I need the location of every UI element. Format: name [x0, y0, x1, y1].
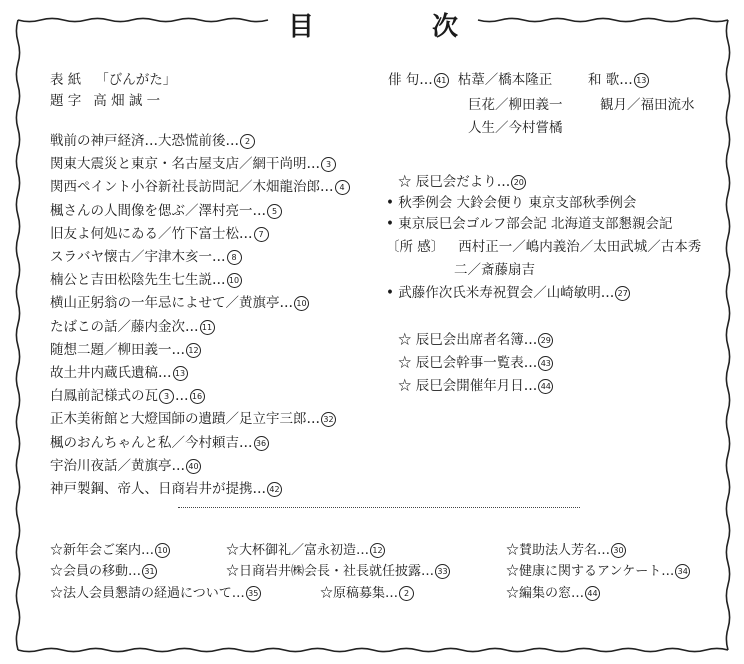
waka-entry-1: 観月／福田流水 — [600, 97, 695, 113]
notice-text: ☆法人会員懇請の経過について… — [50, 586, 245, 601]
page-number: 31 — [142, 564, 157, 579]
notice-entry — [50, 541, 171, 561]
page-number: 3 — [321, 157, 336, 172]
haiku-entry: 枯葦／橋本隆正 — [457, 72, 553, 88]
article-entry — [50, 433, 270, 453]
golf-meeting-line: • 東京辰巳会ゴルフ部会記 北海道支部懇親会記 — [386, 216, 673, 232]
article-text: 関西ペイント小谷新社長訪問記／木畑龍治郎… — [50, 179, 334, 196]
page-number: 13 — [634, 73, 649, 88]
notice-text: ☆会員の移動… — [50, 564, 142, 579]
article-text: 横山正躬翁の一年忌によせて／黄旗亭… — [50, 295, 293, 312]
article-entry — [50, 340, 202, 360]
impressions-line-2: 二／斎藤扇吉 — [454, 262, 535, 278]
calligraphy-label: 題 字 — [50, 93, 82, 109]
page-number: 10 — [294, 296, 309, 311]
page-number: 36 — [254, 436, 269, 451]
page-number: 30 — [611, 543, 626, 558]
notice-entry — [320, 584, 415, 604]
page-number: 40 — [186, 459, 201, 474]
page-number: 44 — [585, 586, 600, 601]
autumn-meeting-line: • 秋季例会 大鈴会便り 東京支部秋季例会 — [386, 195, 637, 211]
notice-entry — [226, 562, 451, 582]
article-text: スラバヤ懐古／宇津木亥一… — [50, 249, 226, 265]
waka-label: 和 歌… — [588, 72, 633, 88]
page-number: 10 — [227, 273, 242, 288]
notice-text: ☆原稿募集… — [320, 586, 399, 601]
page-number: 44 — [538, 379, 553, 394]
page-number: 34 — [675, 564, 690, 579]
notice-entry — [506, 541, 627, 561]
article-text: … — [175, 388, 189, 405]
haiku-row-1 — [388, 70, 552, 90]
page-number: 20 — [511, 175, 526, 190]
page-number: 35 — [246, 586, 261, 601]
dotted-separator — [178, 507, 580, 508]
article-entry — [50, 363, 189, 383]
waka-row — [588, 70, 650, 90]
page-number: 32 — [321, 412, 336, 427]
haiku-entry-2: 巨花／柳田義一 — [468, 97, 563, 113]
impressions-names: 西村正一／嶋内義治／太田武城／古本秀 — [458, 239, 702, 255]
article-entry — [50, 201, 283, 221]
impressions-label: 〔所 感〕 — [386, 239, 445, 255]
cover-value: 「びんがた」 — [95, 72, 177, 88]
article-text: 随想二題／柳田義一… — [50, 341, 185, 358]
notice-text: ☆編集の窓… — [506, 586, 585, 601]
dayori-text: ☆ 辰巳会だより… — [398, 174, 511, 190]
page-number: 5 — [267, 204, 282, 219]
page-number: 13 — [173, 366, 188, 381]
haiku-entry-3: 人生／今村嘗橘 — [468, 120, 563, 136]
calligraphy-value: 高 畑 誠 一 — [93, 93, 161, 109]
article-entry — [50, 386, 206, 406]
article-text: 関東大震災と東京・名古屋支店／網干尚明… — [50, 156, 320, 173]
page-number: 4 — [335, 180, 350, 195]
haiku-label: 俳 句… — [388, 72, 433, 88]
article-entry — [50, 456, 202, 476]
article-text: 楠公と吉田松陰先生七生説… — [50, 272, 226, 289]
article-text: 故土井内蔵氏遺稿… — [50, 365, 172, 381]
article-entry — [50, 479, 283, 499]
page-number: 2 — [240, 134, 255, 149]
register-entry — [398, 376, 554, 396]
register-entry — [398, 330, 554, 350]
page-number: 10 — [155, 543, 170, 558]
page-number: 11 — [200, 320, 215, 335]
page-number: 16 — [190, 389, 205, 404]
toc-title-char-2: 次 — [432, 12, 459, 42]
article-text: 正木美術館と大燈国師の遺蹟／足立宇三郎… — [50, 411, 320, 428]
register-entry — [398, 353, 554, 373]
article-text: たばこの話／藤内金次… — [50, 318, 199, 335]
notice-text: ☆新年会ご案内… — [50, 543, 155, 558]
page-number: 41 — [434, 73, 449, 88]
article-text: 戦前の神戸経済…大恐慌前後… — [50, 133, 239, 149]
page-number: 43 — [538, 356, 553, 371]
page-number: 12 — [186, 343, 201, 358]
article-text: 宇治川夜話／黄旗亭… — [50, 457, 185, 474]
cover-label: 表 紙 — [50, 72, 82, 88]
notice-entry — [50, 584, 262, 604]
notice-entry — [506, 562, 691, 582]
notice-entry — [50, 562, 158, 582]
page-number: 29 — [538, 333, 553, 348]
page-number: 2 — [399, 586, 414, 601]
register-text: ☆ 辰巳会出席者名簿… — [398, 332, 538, 348]
cover-line — [50, 70, 176, 90]
page-number: 3 — [159, 389, 174, 404]
article-entry — [50, 247, 243, 267]
register-text: ☆ 辰巳会開催年月日… — [398, 378, 538, 394]
article-entry — [50, 131, 256, 151]
register-text: ☆ 辰巳会幹事一覧表… — [398, 355, 538, 371]
article-text: 楓さんの人間像を偲ぶ／澤村亮一… — [50, 202, 266, 219]
page-number: 12 — [370, 543, 385, 558]
notice-text: ☆日商岩井㈱会長・社長就任披露… — [226, 564, 435, 579]
article-entry — [50, 224, 270, 244]
article-entry — [50, 317, 216, 337]
toc-title-char-1: 目 — [288, 12, 315, 42]
dayori-line — [398, 172, 527, 192]
article-text: 白鳳前記様式の瓦 — [50, 388, 158, 405]
page-number: 27 — [615, 286, 630, 301]
page-number: 42 — [267, 482, 282, 497]
article-entry — [50, 409, 337, 429]
article-text: 旧友よ何処にゐる／竹下富士松… — [50, 225, 253, 242]
article-text: 神戸製鋼、帝人、日商岩井が提携… — [50, 481, 266, 497]
muto-text: • 武藤作次氏米寿祝賀会／山崎敏明… — [386, 285, 615, 301]
page-number: 33 — [435, 564, 450, 579]
notice-text: ☆大杯御礼／富永初造… — [226, 543, 370, 558]
notice-entry — [226, 541, 386, 561]
page-number: 7 — [254, 227, 269, 242]
calligraphy-line — [50, 91, 160, 111]
article-entry — [50, 177, 351, 197]
article-entry — [50, 293, 310, 313]
notice-text: ☆健康に関するアンケート… — [506, 564, 675, 579]
article-entry — [50, 154, 337, 174]
notice-text: ☆賛助法人芳名… — [506, 543, 611, 558]
page-number: 8 — [227, 250, 242, 265]
notice-entry — [506, 584, 601, 604]
article-text: 楓のおんちゃんと私／今村頼吉… — [50, 434, 253, 451]
muto-line — [386, 283, 631, 303]
article-entry — [50, 270, 243, 290]
impressions-line-1 — [386, 237, 701, 257]
